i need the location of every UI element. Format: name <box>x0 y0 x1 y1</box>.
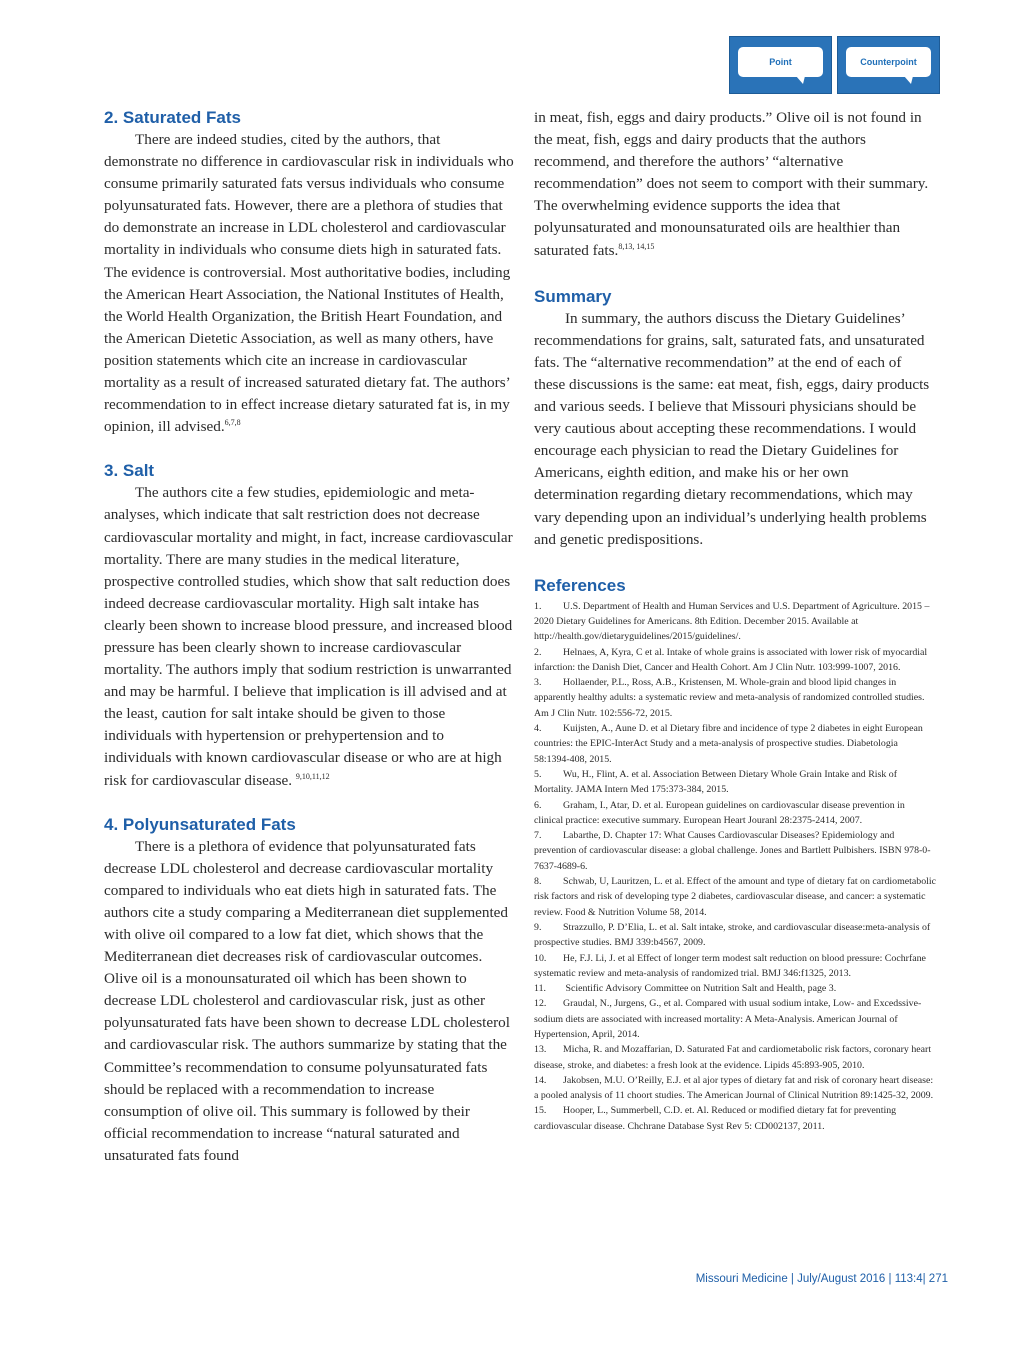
page-footer: Missouri Medicine | July/August 2016 | 113:4| 271 <box>695 1273 948 1285</box>
reference-text: Strazzullo, P. D’Elia, L. et al. Salt intake, stroke, and cardiovascular disease:meta-analysis of prospective studies. BMJ 339:b4567, 2009. <box>534 921 931 949</box>
reference-number: 9. <box>534 921 542 933</box>
summary-paragraph: In summary, the authors discuss the Dietary Guidelines’ recommendations for grains, salt, saturated fats, and unsaturated fats. The “alternative recommendation” at the end of each of these discussions is the same: eat meat, fish, eggs, dairy products and various seeds. I believe that Missouri physicians should be very cautious about accepting these recommendations. I would encourage each physician to read the Dietary Guidelines for Americans, eighth edition, and make his or her own determination regarding dietary recommendations, which may vary depending upon an individual’s underlying health problems and genetic predispositions. <box>534 309 930 548</box>
references-list <box>534 599 936 1134</box>
reference-number: 11. <box>534 983 546 995</box>
reference-item <box>534 798 936 829</box>
salt-heading: 3. Salt <box>104 461 155 481</box>
salt-text: The authors cite a few studies, epidemiologic and meta-analyses, which indicate that salt restriction does not decrease cardiovascular mortality and might, in fact, increase cardiovascular mortality. There are many studies in the medical literature, prospective controlled studies, which show that salt reduction does indeed decrease cardiovascular mortality. High salt intake has clearly been shown to increase blood pressure, and increased blood pressure has been clearly shown to increase cardiovascular mortality. The authors imply that sodium restriction is unwarranted and may be harmful. I believe that implication is ill advised and at the least, caution for salt intake should be given to those individuals with hypertension or prehypertension and to individuals with known cardiovascular disease or who are at high risk for cardiovascular disease. <box>104 484 513 789</box>
reference-item <box>534 828 936 874</box>
polyunsaturated-fats-continued <box>534 107 936 262</box>
polyunsaturated-fats-heading: 4. Polyunsaturated Fats <box>104 814 296 834</box>
reference-item <box>534 767 936 798</box>
reference-text: Scientific Advisory Committee on Nutrition Salt and Health, page 3. <box>563 983 837 995</box>
reference-number: 7. <box>534 830 542 842</box>
reference-item <box>534 981 936 996</box>
reference-item <box>534 721 936 767</box>
reference-text: U.S. Department of Health and Human Services and U.S. Department of Agriculture. 2015 – 2020 Dietary Guidelines for Americans. 8th Edition. December 2015. Available at http://health.gov/dietaryguidelines/2015/guidelines/. <box>534 600 930 643</box>
reference-number: 12. <box>534 998 547 1010</box>
point-tab[interactable] <box>729 36 832 94</box>
reference-number: 10. <box>534 952 547 964</box>
point-counterpoint-tabs <box>729 36 941 94</box>
reference-item <box>534 1073 936 1104</box>
saturated-fats-citation: 6,7,8 <box>224 418 241 428</box>
reference-number: 14. <box>534 1074 547 1086</box>
reference-item <box>534 874 936 920</box>
summary-heading: Summary <box>534 286 612 306</box>
reference-item <box>534 645 936 676</box>
left-column <box>104 107 514 1167</box>
reference-number: 2. <box>534 646 542 658</box>
reference-text: Helnaes, A, Kyra, C et al. Intake of whole grains is associated with lower risk of myocardial infarction: the Danish Diet, Cancer and Health Cohort. Am J Clin Nutr. 103:999-1007, 2016. <box>534 646 928 673</box>
references-heading: References <box>534 575 626 595</box>
reference-text: Graudal, N., Jurgens, G., et al. Compared with usual sodium intake, Low- and Excedssive-sodium diets are associated with increased mortality: A Meta-Analysis. American Journal of Hypertension, April, 2014. <box>534 998 922 1040</box>
reference-text: Wu, H., Flint, A. et al. Association Between Dietary Whole Grain Intake and Risk of Mortality. JAMA Intern Med 175:373-384, 2015. <box>534 768 898 796</box>
saturated-fats-paragraph <box>104 129 514 438</box>
reference-number: 15. <box>534 1105 547 1117</box>
reference-text: Jakobsen, M.U. O’Reilly, E.J. et al ajor types of dietary fat and risk of coronary heart disease: a pooled analysis of 11 choort studies. The American Journal of Clinical Nutrition 89:1425-32, 2009. <box>534 1074 934 1102</box>
polyunsaturated-fats-paragraph: There is a plethora of evidence that polyunsaturated fats decrease LDL cholesterol and decrease cardiovascular mortality compared to individuals who eat diets high in saturated fats. The authors cite a study comparing a Mediterranean diet supplemented with olive oil compared to a low fat diet, which shows that the Mediterranean diet decreases risk of cardiovascular outcomes. Olive oil is a monounsaturated oil which has been shown to decrease LDL cholesterol and cardiovascular risk, just as other polyunsaturated fats have been shown to decrease LDL cholesterol and cardiovascular risk. The authors summarize by stating that the Committee’s recommendation to consume polyunsaturated fats should be replaced with a recommendation to increase consumption of olive oil. This summary is followed by their official recommendation to increase “natural saturated and unsaturated fats found <box>104 837 510 1164</box>
reference-text: Schwab, U, Lauritzen, L. et al. Effect of the amount and type of dietary fat on cardiometabolic risk factors and risk of developing type 2 diabetes, cardiovascular disease, and cancer: a systematic review. Food & Nutrition Volume 58, 2014. <box>534 876 937 918</box>
reference-item <box>534 920 936 951</box>
right-column <box>534 107 936 1134</box>
salt-citation: 9,10,11,12 <box>295 771 330 781</box>
reference-text: Hooper, L., Summerbell, C.D. et. Al. Reduced or modified dietary fat for preventing cardiovascular disease. Chchrane Database Syst Rev 5: CD002137, 2011. <box>534 1105 897 1132</box>
reference-item <box>534 1042 936 1073</box>
reference-number: 1. <box>534 600 542 612</box>
reference-item <box>534 1103 936 1134</box>
reference-number: 4. <box>534 723 542 735</box>
counterpoint-tab[interactable] <box>837 36 940 94</box>
reference-number: 6. <box>534 799 542 811</box>
reference-item <box>534 951 936 982</box>
salt-paragraph <box>104 482 514 791</box>
reference-item <box>534 675 936 721</box>
point-tab-label: Point <box>738 47 823 77</box>
reference-text: Kuijsten, A., Aune D. et al Dietary fibre and incidence of type 2 diabetes in eight European countries: the EPIC-InterAct Study and a meta-analysis of prospective studies. Diabetologia 58:1394-408, 2015. <box>534 723 923 765</box>
polyunsaturated-fats-text: in meat, fish, eggs and dairy products.” Olive oil is not found in the meat, fish, eggs and dairy products that the authors recommend, and therefore the authors’ “alternative recommendation” does not seem to comport with their summary. The overwhelming evidence supports the idea that polyunsaturated and monounsaturated oils are healthier than saturated fats. <box>534 109 929 259</box>
saturated-fats-heading: 2. Saturated Fats <box>104 108 241 127</box>
reference-number: 5. <box>534 768 542 780</box>
reference-text: He, F.J. Li, J. et al Effect of longer term modest salt reduction on blood pressure: Cochrfane systematic review and meta-analysis of randomized trial. BMJ 346:f1325, 2013. <box>534 952 926 979</box>
reference-item <box>534 996 936 1042</box>
polyunsaturated-fats-citation: 8,13, 14,15 <box>618 241 655 251</box>
counterpoint-tab-label: Counterpoint <box>846 47 931 77</box>
reference-item <box>534 599 936 645</box>
saturated-fats-text: There are indeed studies, cited by the authors, that demonstrate no difference in cardiovascular risk in individuals who consume primarily saturated fats versus individuals who consume polyunsaturated fats. However, there are a plethora of studies that do demonstrate an increase in LDL cholesterol and cardiovascular mortality in individuals who consume diets high in saturated fats. The evidence is controversial. Most authoritative bodies, including the American Heart Association, the National Institutes of Health, the World Health Organization, the British Heart Foundation, and the American Dietetic Association, as well as many others, have position statements which cite an increase in cardiovascular mortality as a result of increased saturated dietary fat. The authors’ recommendation to in effect increase dietary saturated fat is, in my opinion, ill advised. <box>104 131 514 436</box>
reference-number: 13. <box>534 1044 547 1056</box>
reference-number: 3. <box>534 677 542 689</box>
reference-text: Labarthe, D. Chapter 17: What Causes Cardiovascular Diseases? Epidemiology and prevention of cardiovascular disease: a global challenge. Jones and Bartlett Pulbishers. ISBN 978-0-7637-4689-6. <box>534 830 931 872</box>
reference-text: Hollaender, P.L., Ross, A.B., Kristensen, M. Whole-grain and blood lipid changes in apparently healthy adults: a systematic review and meta-analysis of randomized controlled studies. Am J Clin Nutr. 102:556-72, 2015. <box>534 677 925 719</box>
reference-text: Graham, I., Atar, D. et al. European guidelines on cardiovascular disease prevention in clinical practice: executive summary. European Heart Jouranl 28:2375-2414, 2007. <box>534 799 905 826</box>
reference-text: Micha, R. and Mozaffarian, D. Saturated Fat and cardiometabolic risk factors, coronary heart disease, stroke, and diabetes: a fresh look at the evidence. Lipids 45:893-905, 2010. <box>534 1044 932 1071</box>
reference-number: 8. <box>534 876 542 888</box>
